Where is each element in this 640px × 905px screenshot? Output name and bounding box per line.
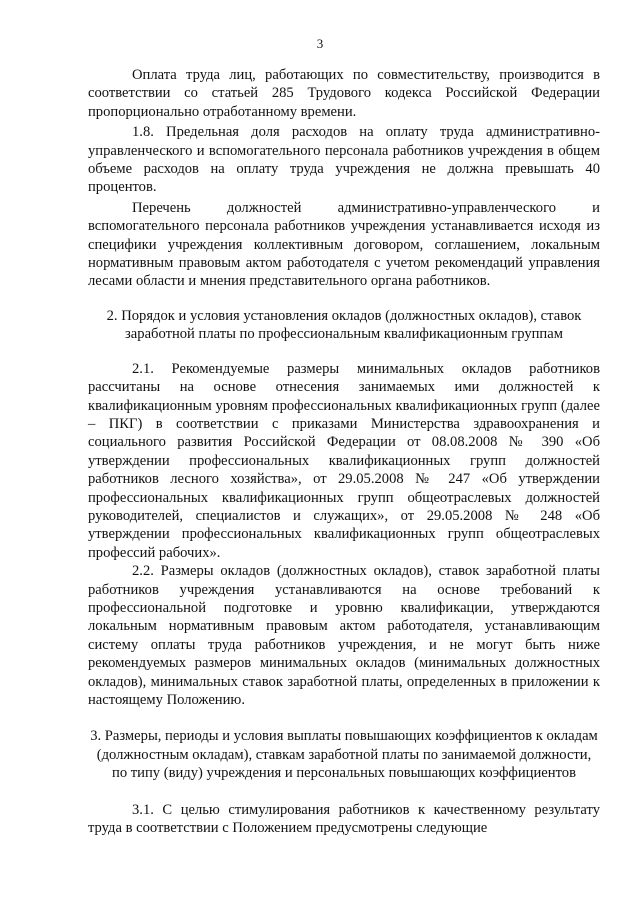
section-heading-2: 2. Порядок и условия установления окладов (должностных окладов), ставок заработной платы по профессиональным квалификационным группам xyxy=(106,307,582,343)
paragraph-2-1: 2.1. Рекомендуемые размеры минимальных окладов работников рассчитаны на основе отнесения занимаемых ими должностей к квалификационным уровням профессиональных квалификационных групп (далее – ПКГ) в соответствии с приказами Министерства здравоохранения и социального развития Российской Федерации от 08.08.2008 № 390 «Об утверждении профессиональных квалификационных групп должностей работников лесного хозяйства», от 29.05.2008 № 247 «Об утверждении профессиональных квалификационных групп общеотраслевых должностей руководителей, специалистов и служащих», от 29.05.2008 № 248 «Об утверждении профессиональных квалификационных групп общеотраслевых профессий рабочих». xyxy=(88,360,600,561)
paragraph-3-1: 3.1. С целью стимулирования работников к качественному результату труда в соответствии с Положением предусмотрены следующие xyxy=(88,801,600,837)
document-body xyxy=(88,66,600,837)
paragraph-part-time-pay: Оплата труда лиц, работающих по совместительству, производится в соответствии со статьей 285 Трудового кодекса Российской Федерации пропорционально отработанному времени. xyxy=(88,67,600,120)
paragraph-2-2: 2.2. Размеры окладов (должностных окладов), ставок заработной платы работников учреждения устанавливаются на основе требований к профессиональной подготовке и уровню квалификации, утверждаются локальным нормативным правовым актом работодателя, устанавливающим систему оплаты труда работников учреждения, и не могут быть ниже рекомендуемых размеров минимальных окладов (минимальных должностных окладов), минимальных ставок заработной платы, определенных в приложении к настоящему Положению. xyxy=(88,563,600,708)
page-number: 3 xyxy=(316,36,324,51)
paragraph-1-8: 1.8. Предельная доля расходов на оплату труда административно-управленческого и вспомогательного персонала работников учреждения в общем объеме расходов на оплату труда учреждения не должна превышать 40 процентов. xyxy=(88,124,600,196)
section-heading-3: 3. Размеры, периоды и условия выплаты повышающих коэффициентов к окладам (должностным окладам), ставкам заработной платы по занимаемой должности, по типу (виду) учреждения и персональных повышающих коэффициентов xyxy=(90,728,598,782)
paragraph-staff-list: Перечень должностей административно-управленческого и вспомогательного персонала работников учреждения устанавливается исходя из специфики учреждения коллективным договором, соглашением, локальным нормативным правовым актом работодателя с учетом рекомендаций управления лесами области и мнения представительного органа работников. xyxy=(88,199,600,290)
